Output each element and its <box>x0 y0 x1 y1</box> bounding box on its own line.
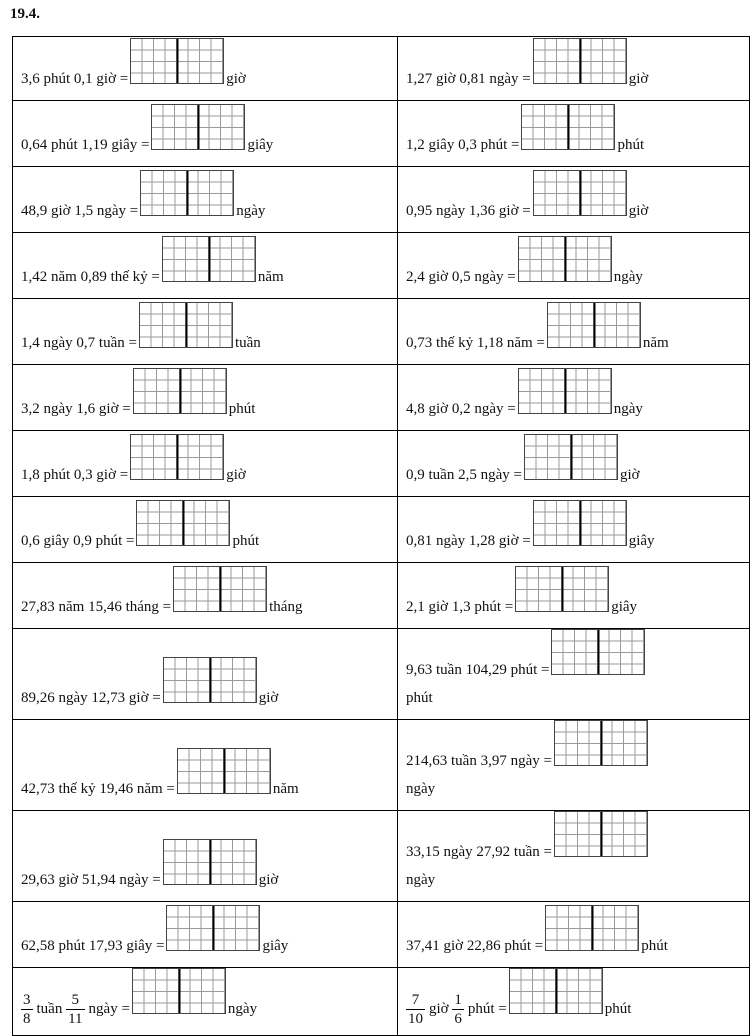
unit-label: giờ <box>619 467 640 483</box>
unit-label: giây <box>611 599 638 615</box>
question-text: 9,63 tuần 104,29 phút = <box>406 662 550 678</box>
unit-label: giờ <box>226 71 246 87</box>
answer-box[interactable] <box>173 566 267 612</box>
question-text: 33,15 ngày 27,92 tuần = <box>406 844 552 860</box>
exercise-cell <box>398 365 750 431</box>
answer-box[interactable] <box>130 38 224 84</box>
fraction: $\frac{5}{11}$ <box>68 992 83 1028</box>
answer-box[interactable] <box>130 434 224 480</box>
fraction: $\frac{7}{10}$ <box>408 992 423 1028</box>
question-text: 37,41 giờ 22,86 phút = <box>406 938 544 954</box>
answer-box[interactable] <box>554 811 648 857</box>
answer-box[interactable] <box>533 500 627 546</box>
unit-label: ngày <box>613 269 643 285</box>
exercise-cell <box>398 811 750 902</box>
exercise-title: 19.4. <box>10 6 40 22</box>
unit-label: ngày <box>227 1001 258 1017</box>
question-text: 27,83 năm 15,46 tháng = <box>21 599 172 615</box>
question-text: 1,27 giờ 0,81 ngày = <box>406 71 531 87</box>
answer-box[interactable] <box>140 170 234 216</box>
exercise-cell <box>13 563 398 629</box>
exercise-cell <box>13 37 398 101</box>
question-text: 3,6 phút 0,1 giờ = <box>21 71 129 87</box>
unit-text: tuần <box>36 1001 63 1017</box>
exercise-cell <box>13 629 398 720</box>
unit-label: giờ <box>628 71 649 87</box>
exercise-cell <box>13 431 398 497</box>
unit-label: phút <box>406 690 433 706</box>
exercise-cell <box>398 563 750 629</box>
exercise-cell <box>13 497 398 563</box>
exercise-cell <box>13 968 398 1036</box>
exercise-cell <box>13 167 398 233</box>
unit-label: phút <box>641 938 668 954</box>
table-row <box>13 299 750 365</box>
table-row <box>13 167 750 233</box>
exercise-cell <box>398 497 750 563</box>
unit-label: năm <box>257 269 284 285</box>
answer-box[interactable] <box>136 500 230 546</box>
answer-box[interactable] <box>545 905 639 951</box>
question-text: 0,9 tuần 2,5 ngày = <box>406 467 522 483</box>
table-row <box>13 233 750 299</box>
unit-label: ngày <box>613 401 643 417</box>
unit-label: năm <box>272 781 299 797</box>
exercise-table <box>12 36 750 1036</box>
answer-box[interactable] <box>554 720 648 766</box>
table-row <box>13 563 750 629</box>
table-row <box>13 720 750 811</box>
answer-box[interactable] <box>139 302 233 348</box>
table-row <box>13 431 750 497</box>
table-row <box>13 811 750 902</box>
answer-box[interactable] <box>533 170 627 216</box>
unit-text: giờ <box>429 1001 449 1017</box>
answer-box[interactable] <box>163 839 257 885</box>
unit-label: ngày <box>406 872 436 888</box>
unit-text: ngày = <box>88 1001 130 1017</box>
question-text: 2,4 giờ 0,5 ngày = <box>406 269 516 285</box>
table-row <box>13 497 750 563</box>
table-row <box>13 365 750 431</box>
unit-label: tuần <box>234 335 261 351</box>
exercise-cell <box>13 299 398 365</box>
question-text: 4,8 giờ 0,2 ngày = <box>406 401 516 417</box>
exercise-cell <box>13 902 398 968</box>
exercise-cell <box>398 720 750 811</box>
answer-box[interactable] <box>547 302 641 348</box>
unit-label: ngày <box>236 203 266 219</box>
question-text: 1,4 ngày 0,7 tuần = <box>21 335 137 351</box>
exercise-cell <box>398 968 750 1036</box>
answer-box[interactable] <box>132 968 226 1014</box>
exercise-cell <box>398 629 750 720</box>
unit-label: phút <box>604 1001 632 1017</box>
table-row <box>13 968 750 1036</box>
question-text: 29,63 giờ 51,94 ngày = <box>21 872 161 888</box>
unit-label: phút <box>228 401 256 417</box>
unit-label: giờ <box>258 872 279 888</box>
unit-label: phút <box>232 533 260 549</box>
question-text: 1,8 phút 0,3 giờ = <box>21 467 129 483</box>
unit-label: giờ <box>226 467 246 483</box>
answer-box[interactable] <box>133 368 227 414</box>
unit-text: phút = <box>467 1001 507 1017</box>
question-text: 214,63 tuần 3,97 ngày = <box>406 753 552 769</box>
unit-label: phút <box>617 137 645 153</box>
table-row <box>13 902 750 968</box>
question-text: 1,2 giây 0,3 phút = <box>406 137 520 153</box>
answer-box[interactable] <box>177 748 271 794</box>
fraction: $\frac{1}{6}$ <box>454 992 462 1028</box>
unit-label: tháng <box>269 599 303 615</box>
answer-box[interactable] <box>518 368 612 414</box>
unit-label: giờ <box>628 203 649 219</box>
question-text: 0,6 giây 0,9 phút = <box>21 533 135 549</box>
question-text: 0,95 ngày 1,36 giờ = <box>406 203 531 219</box>
unit-label: giây <box>628 533 655 549</box>
question-text: 42,73 thế kỷ 19,46 năm = <box>21 781 175 797</box>
exercise-cell <box>13 720 398 811</box>
question-text: 0,64 phút 1,19 giây = <box>21 137 150 153</box>
question-text: 89,26 ngày 12,73 giờ = <box>21 690 161 706</box>
answer-box[interactable] <box>521 104 615 150</box>
answer-box[interactable] <box>551 629 645 675</box>
exercise-cell <box>398 902 750 968</box>
answer-box[interactable] <box>518 236 612 282</box>
answer-box[interactable] <box>509 968 603 1014</box>
answer-box[interactable] <box>162 236 256 282</box>
exercise-cell <box>398 37 750 101</box>
question-text: 48,9 giờ 1,5 ngày = <box>21 203 139 219</box>
exercise-cell <box>13 233 398 299</box>
exercise-cell <box>13 101 398 167</box>
unit-label: giây <box>247 137 274 153</box>
question-text: 1,42 năm 0,89 thế kỷ = <box>21 269 160 285</box>
answer-box[interactable] <box>163 657 257 703</box>
exercise-cell <box>13 365 398 431</box>
exercise-cell <box>398 167 750 233</box>
question-text: 0,73 thế kỷ 1,18 năm = <box>406 335 545 351</box>
exercise-cell <box>398 299 750 365</box>
question-text: 2,1 giờ 1,3 phút = <box>406 599 514 615</box>
exercise-cell <box>398 431 750 497</box>
question-text: 62,58 phút 17,93 giây = <box>21 938 165 954</box>
unit-label: ngày <box>406 781 436 797</box>
exercise-cell <box>398 233 750 299</box>
answer-box[interactable] <box>515 566 609 612</box>
unit-label: giây <box>262 938 289 954</box>
answer-box[interactable] <box>524 434 618 480</box>
question-text: 0,81 ngày 1,28 giờ = <box>406 533 531 549</box>
answer-box[interactable] <box>533 38 627 84</box>
unit-label: năm <box>642 335 669 351</box>
exercise-cell <box>398 101 750 167</box>
answer-box[interactable] <box>166 905 260 951</box>
exercise-cell <box>13 811 398 902</box>
question-text: 3,2 ngày 1,6 giờ = <box>21 401 131 417</box>
table-row <box>13 101 750 167</box>
unit-label: giờ <box>258 690 279 706</box>
table-row <box>13 37 750 101</box>
answer-box[interactable] <box>151 104 245 150</box>
table-row <box>13 629 750 720</box>
fraction: $\frac{3}{8}$ <box>23 992 31 1028</box>
